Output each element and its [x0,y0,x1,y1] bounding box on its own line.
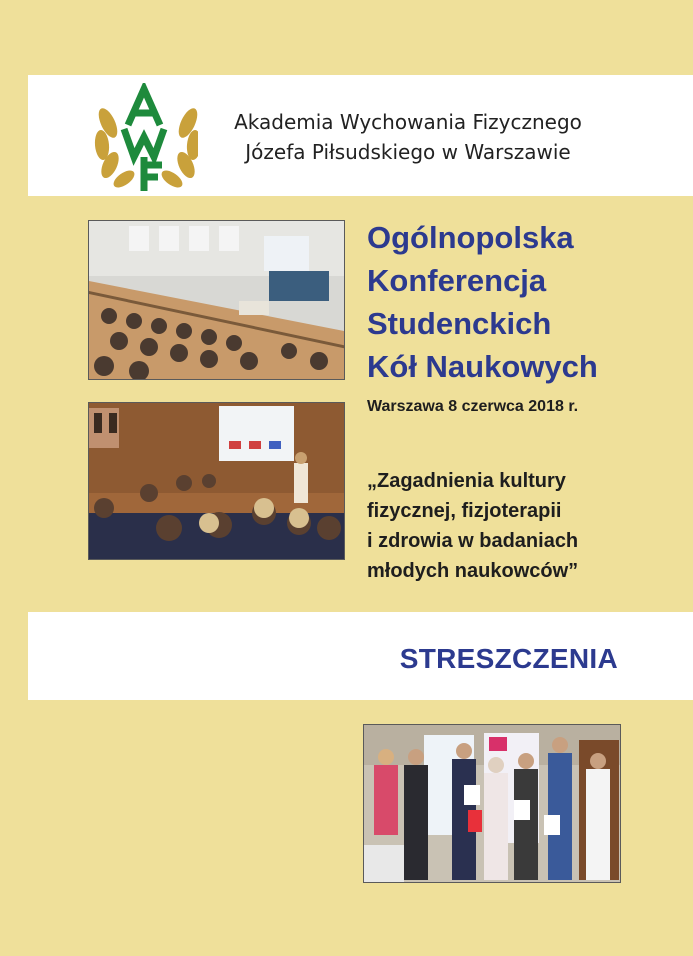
institution-header [28,75,693,196]
title-line-4: Kół Naukowych [367,349,598,384]
conference-date: Warszawa 8 czerwca 2018 r. [367,398,579,415]
institution-line-2: Józefa Piłsudskiego w Warszawie [245,140,571,164]
topic-line-2: fizycznej, fizjoterapii [367,500,562,522]
topic-line-1: „Zagadnienia kultury [367,470,566,492]
topic-line-4: młodych naukowców” [367,560,579,582]
conference-title [367,216,687,388]
section-band [28,612,693,700]
award-group-photo [363,724,621,883]
title-line-2: Konferencja [367,263,547,298]
topic-line-3: i zdrowia w badaniach [367,530,579,552]
conference-topic [367,466,687,586]
title-line-1: Ogólnopolska [367,220,574,255]
lecture-hall-photo [88,220,345,380]
title-line-3: Studenckich [367,306,552,341]
presentation-photo [88,402,345,560]
institution-line-1: Akademia Wychowania Fizycznego [234,110,582,134]
institution-name [178,107,638,167]
section-label: STRESZCZENIA [399,643,618,674]
